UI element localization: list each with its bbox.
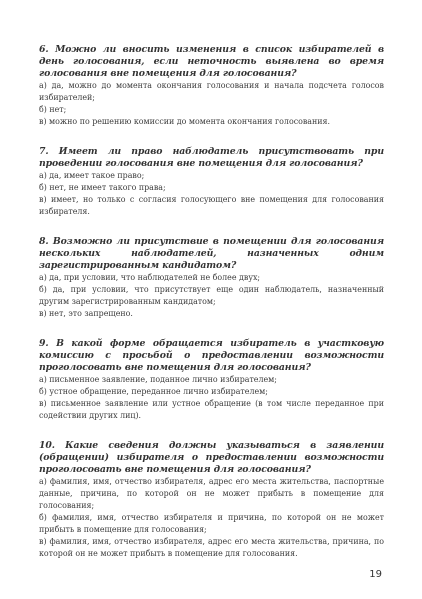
answer-option: а) письменное заявление, поданное лично избирателем;: [39, 375, 277, 384]
answer-option: б) нет;: [39, 105, 67, 114]
answer-option: в) можно по решению комиссии до момента окончания голосования.: [39, 117, 331, 126]
question-10: [39, 440, 384, 560]
question-title: 7. Имеет ли право наблюдатель присутствовать при проведении голосования вне помещения для голосования?: [39, 146, 384, 169]
answer-option: б) устное обращение, переданное лично избирателем;: [39, 387, 268, 396]
answer-option: в) фамилия, имя, отчество избирателя, адрес его места жительства, причина, по которой он не может прибыть в помещение для голосования.: [39, 537, 384, 558]
question-6: [39, 44, 384, 128]
answer-option: а) да, имеет такое право;: [39, 171, 145, 180]
question-title: 9. В какой форме обращается избиратель в участковую комиссию с просьбой о предоставлении возможности проголосовать вне помещения для голосования?: [39, 338, 384, 373]
question-title: 6. Можно ли вносить изменения в список избирателей в день голосования, если неточность выявлена во время голосования вне помещения для голосования?: [39, 44, 384, 79]
question-title: 8. Возможно ли присутствие в помещении для голосования нескольких наблюдателей, назначенных одним зарегистрированным кандидатом?: [39, 236, 384, 271]
answer-option: а) фамилия, имя, отчество избирателя, адрес его места жительства, паспортные данные, причина, по которой он не может прибыть в помещение для голосования;: [39, 477, 384, 510]
page-number: 19: [369, 569, 382, 580]
answer-option: в) нет, это запрещено.: [39, 309, 133, 318]
answer-option: в) имеет, но только с согласия голосующего вне помещения для голосования избирателя.: [39, 195, 384, 216]
question-7: [39, 146, 384, 218]
answer-option: а) да, можно до момента окончания голосования и начала подсчета голосов избирателей;: [39, 81, 384, 102]
question-9: [39, 338, 384, 422]
answer-option: в) письменное заявление или устное обращение (в том числе переданное при содействии других лиц).: [39, 399, 384, 420]
answer-option: б) фамилия, имя, отчество избирателя и причина, по которой он не может прибыть в помещение для голосования;: [39, 513, 384, 534]
answer-option: б) да, при условии, что присутствует еще один наблюдатель, назначенный другим зарегистрированным кандидатом;: [39, 285, 384, 306]
question-8: [39, 236, 384, 320]
answer-option: б) нет, не имеет такого права;: [39, 183, 166, 192]
answer-option: а) да, при условии, что наблюдателей не более двух;: [39, 273, 261, 282]
question-title: 10. Какие сведения должны указываться в заявлении (обращении) избирателя о предоставлении возможности проголосовать вне помещения для голосования?: [39, 440, 384, 475]
